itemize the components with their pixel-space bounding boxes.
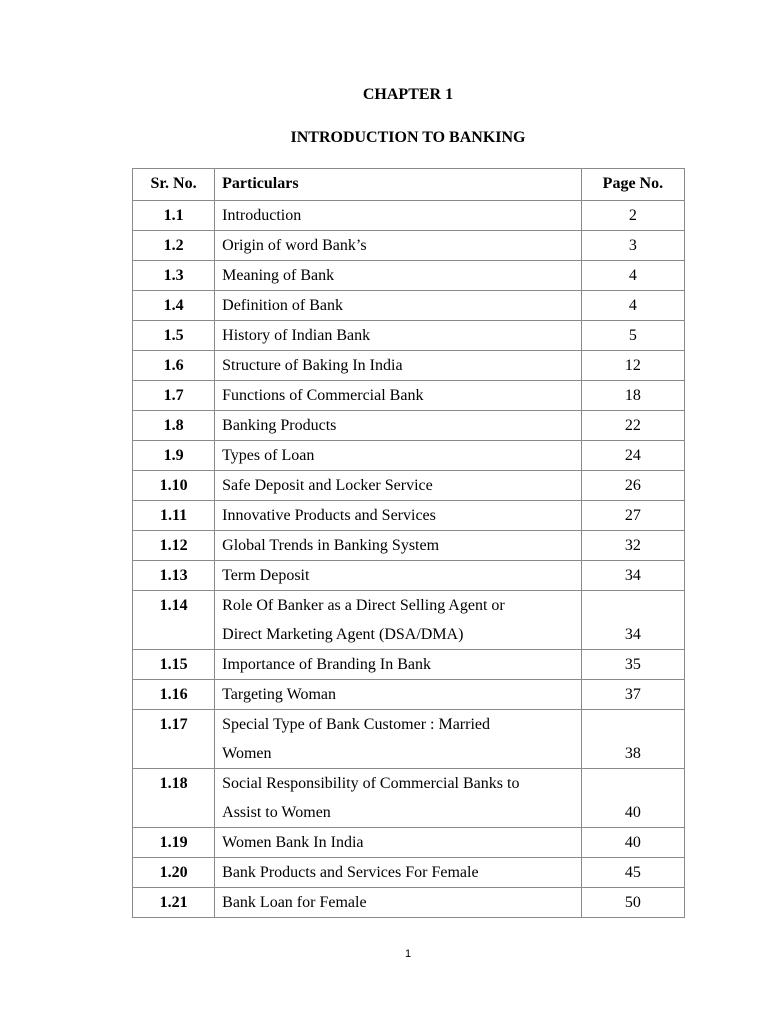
row-particulars xyxy=(215,710,582,769)
row-page-no: 40 xyxy=(581,828,684,858)
row-sr-no: 1.14 xyxy=(133,591,215,650)
table-row xyxy=(133,680,685,710)
row-page-no: 45 xyxy=(581,858,684,888)
row-sr-no: 1.3 xyxy=(133,261,215,291)
row-particulars-line: Women Bank In India xyxy=(222,834,364,851)
page-number: 1 xyxy=(404,948,412,960)
row-sr-no: 1.11 xyxy=(133,501,215,531)
row-particulars xyxy=(215,201,582,231)
row-particulars xyxy=(215,231,582,261)
row-sr-no: 1.6 xyxy=(133,351,215,381)
table-row xyxy=(133,591,685,650)
row-particulars-line: Special Type of Bank Customer : Married xyxy=(222,716,490,733)
row-particulars-line: Global Trends in Banking System xyxy=(222,537,440,554)
table-row xyxy=(133,411,685,441)
row-particulars-line: Meaning of Bank xyxy=(222,267,335,284)
table-row xyxy=(133,321,685,351)
row-particulars xyxy=(215,858,582,888)
row-sr-no: 1.15 xyxy=(133,650,215,680)
row-sr-no: 1.12 xyxy=(133,531,215,561)
row-particulars-line: Innovative Products and Services xyxy=(222,507,436,524)
row-page-no: 12 xyxy=(581,351,684,381)
row-particulars xyxy=(215,321,582,351)
row-page-no: 32 xyxy=(581,531,684,561)
row-page-no: 34 xyxy=(581,561,684,591)
row-particulars-line: Women xyxy=(222,745,272,762)
row-sr-no: 1.5 xyxy=(133,321,215,351)
table-row xyxy=(133,231,685,261)
row-page-no: 37 xyxy=(581,680,684,710)
table-row xyxy=(133,769,685,828)
row-particulars-line: Definition of Bank xyxy=(222,297,344,314)
row-sr-no: 1.4 xyxy=(133,291,215,321)
row-sr-no: 1.21 xyxy=(133,888,215,918)
row-particulars-line: Origin of word Bank’s xyxy=(222,237,367,254)
table-row xyxy=(133,381,685,411)
row-sr-no: 1.9 xyxy=(133,441,215,471)
row-sr-no: 1.8 xyxy=(133,411,215,441)
row-particulars xyxy=(215,501,582,531)
row-particulars xyxy=(215,561,582,591)
row-particulars-line: Introduction xyxy=(222,207,302,224)
table-header-row xyxy=(133,169,685,201)
row-page-no: 4 xyxy=(581,261,684,291)
table-row xyxy=(133,650,685,680)
table-row xyxy=(133,351,685,381)
row-page-no: 4 xyxy=(581,291,684,321)
row-particulars-line: History of Indian Bank xyxy=(222,327,371,344)
row-particulars-line: Safe Deposit and Locker Service xyxy=(222,477,433,494)
table-body xyxy=(133,201,685,918)
table-row xyxy=(133,561,685,591)
table-row xyxy=(133,471,685,501)
row-page-no: 5 xyxy=(581,321,684,351)
row-particulars xyxy=(215,411,582,441)
row-sr-no: 1.1 xyxy=(133,201,215,231)
row-particulars-line: Role Of Banker as a Direct Selling Agent or xyxy=(222,597,505,614)
row-page-no: 26 xyxy=(581,471,684,501)
row-particulars xyxy=(215,351,582,381)
row-particulars-line: Functions of Commercial Bank xyxy=(222,387,424,404)
row-sr-no: 1.19 xyxy=(133,828,215,858)
row-page-no: 50 xyxy=(581,888,684,918)
row-sr-no: 1.10 xyxy=(133,471,215,501)
row-particulars xyxy=(215,441,582,471)
row-particulars-line: Banking Products xyxy=(222,417,337,434)
table-of-contents xyxy=(132,168,685,918)
row-sr-no: 1.18 xyxy=(133,769,215,828)
row-particulars-line: Assist to Women xyxy=(222,804,331,821)
table-row xyxy=(133,888,685,918)
row-particulars xyxy=(215,591,582,650)
row-sr-no: 1.16 xyxy=(133,680,215,710)
row-page-no: 22 xyxy=(581,411,684,441)
chapter-heading: CHAPTER 1 xyxy=(362,86,454,103)
row-sr-no: 1.17 xyxy=(133,710,215,769)
row-page-no: 38 xyxy=(581,710,684,769)
row-page-no: 24 xyxy=(581,441,684,471)
header-particulars: Particulars xyxy=(215,169,582,201)
table-row xyxy=(133,501,685,531)
row-particulars xyxy=(215,261,582,291)
row-page-no: 27 xyxy=(581,501,684,531)
row-page-no: 18 xyxy=(581,381,684,411)
row-page-no: 40 xyxy=(581,769,684,828)
page-title: INTRODUCTION TO BANKING xyxy=(290,129,526,146)
header-sr-no: Sr. No. xyxy=(133,169,215,201)
row-particulars xyxy=(215,471,582,501)
row-particulars xyxy=(215,381,582,411)
row-particulars-line: Bank Products and Services For Female xyxy=(222,864,479,881)
row-sr-no: 1.13 xyxy=(133,561,215,591)
row-particulars xyxy=(215,769,582,828)
row-page-no: 35 xyxy=(581,650,684,680)
header-page-no: Page No. xyxy=(581,169,684,201)
row-particulars-line: Types of Loan xyxy=(222,447,315,464)
table-row xyxy=(133,828,685,858)
table-row xyxy=(133,441,685,471)
row-sr-no: 1.20 xyxy=(133,858,215,888)
table-row xyxy=(133,858,685,888)
row-particulars-line: Social Responsibility of Commercial Banks to xyxy=(222,775,520,792)
table-row xyxy=(133,531,685,561)
row-particulars-line: Importance of Branding In Bank xyxy=(222,656,431,673)
row-page-no: 3 xyxy=(581,231,684,261)
row-particulars xyxy=(215,888,582,918)
row-particulars-line: Bank Loan for Female xyxy=(222,894,367,911)
table-row xyxy=(133,201,685,231)
table-row xyxy=(133,291,685,321)
row-particulars-line: Term Deposit xyxy=(222,567,310,584)
row-particulars xyxy=(215,650,582,680)
row-page-no: 2 xyxy=(581,201,684,231)
table-row xyxy=(133,710,685,769)
row-page-no: 34 xyxy=(581,591,684,650)
table-row xyxy=(133,261,685,291)
row-particulars-line: Direct Marketing Agent (DSA/DMA) xyxy=(222,626,464,643)
row-sr-no: 1.7 xyxy=(133,381,215,411)
row-particulars-line: Targeting Woman xyxy=(222,686,337,703)
row-particulars xyxy=(215,291,582,321)
row-particulars xyxy=(215,680,582,710)
row-particulars xyxy=(215,828,582,858)
row-sr-no: 1.2 xyxy=(133,231,215,261)
row-particulars xyxy=(215,531,582,561)
row-particulars-line: Structure of Baking In India xyxy=(222,357,403,374)
